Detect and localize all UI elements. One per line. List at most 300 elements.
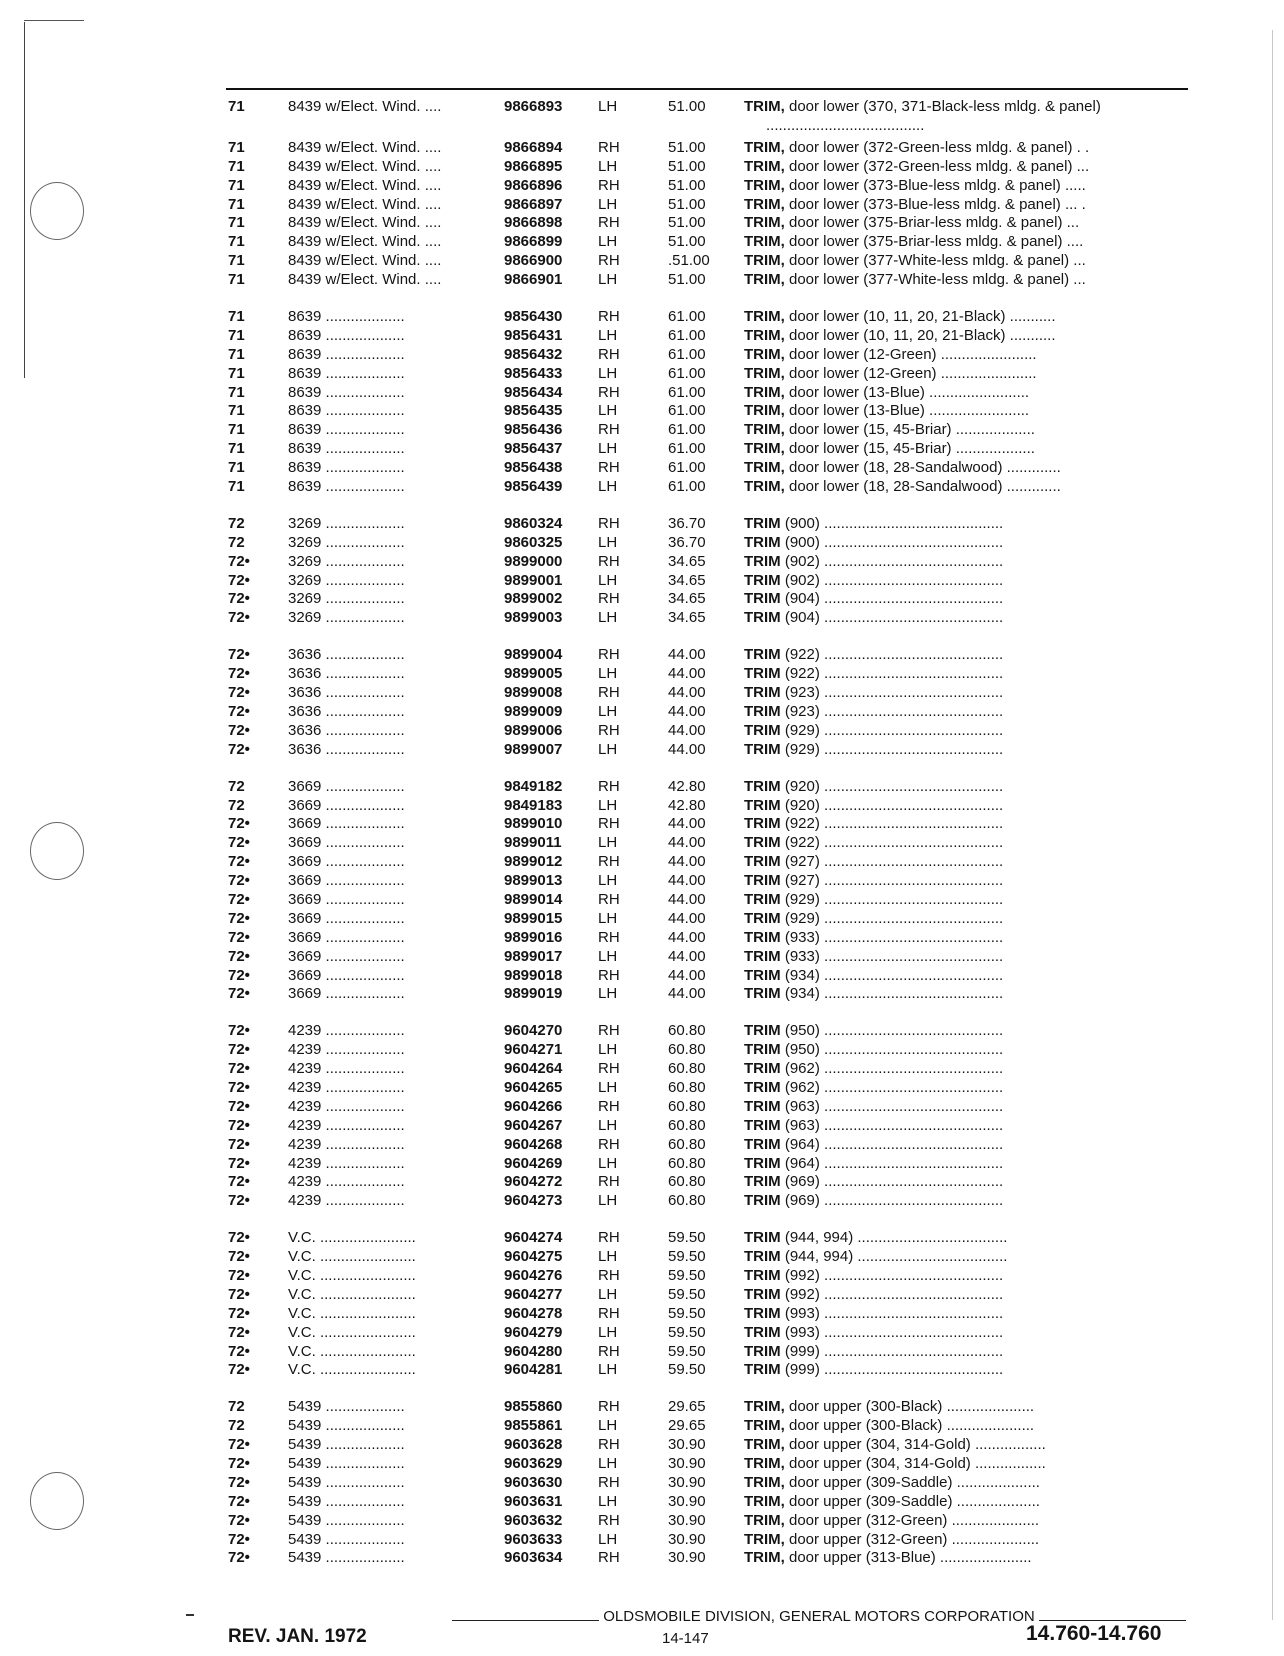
description-text: (927) ........................................... (780, 872, 1004, 890)
side-code: RH (598, 777, 620, 795)
parts-row (0, 778, 1284, 797)
description-keyword: TRIM, (744, 1455, 785, 1472)
description-text: (933) ........................................... (780, 928, 1004, 946)
side-code: RH (598, 684, 620, 702)
side-code: RH (598, 1229, 620, 1247)
list-price: .51.00 (668, 252, 710, 270)
model-year: 71 (228, 214, 245, 232)
list-price: 59.50 (668, 1248, 706, 1266)
description-keyword: TRIM, (744, 421, 785, 439)
parts-row (0, 1155, 1284, 1174)
body-style: 4239 ................... (288, 1022, 405, 1040)
list-price: 61.00 (668, 421, 706, 439)
part-number: 9866898 (504, 214, 563, 232)
model-year: 72• (228, 1511, 250, 1529)
part-number: 9856438 (504, 459, 563, 477)
description-keyword: TRIM (744, 533, 781, 551)
part-number: 9856430 (504, 308, 563, 326)
part-number: 9899016 (504, 928, 563, 946)
model-year: 72• (228, 966, 250, 984)
description-text: (929) ........................................... (780, 740, 1004, 758)
parts-row (0, 158, 1284, 177)
description-keyword: TRIM, (744, 1511, 785, 1529)
part-number: 9899018 (504, 966, 563, 984)
parts-row (0, 1192, 1284, 1211)
body-style: 3669 ................... (288, 966, 405, 984)
model-year: 72• (228, 928, 250, 946)
description-keyword: TRIM (744, 702, 781, 720)
body-style: 5439 ................... (288, 1455, 405, 1472)
page-edge-top (24, 20, 84, 21)
description-keyword: TRIM (744, 1229, 781, 1247)
body-style: V.C. ....................... (288, 1361, 416, 1379)
description-keyword: TRIM, (744, 478, 785, 496)
parts-row (0, 534, 1284, 553)
part-description (744, 1474, 1188, 1493)
side-code: LH (598, 702, 618, 720)
body-style: 3669 ................... (288, 777, 405, 795)
part-description (744, 722, 1188, 741)
body-style: V.C. ....................... (288, 1266, 416, 1284)
body-style: 8639 ................... (288, 383, 405, 401)
description-text: (969) ........................................... (780, 1173, 1004, 1191)
list-price: 61.00 (668, 345, 706, 363)
description-text: door lower (18, 28-Sandalwood) ............. (784, 478, 1061, 496)
part-number: 9856439 (504, 478, 563, 496)
parts-row (0, 1324, 1284, 1343)
description-keyword: TRIM (744, 1248, 781, 1266)
list-price: 44.00 (668, 853, 706, 871)
body-style: 3269 ................... (288, 533, 405, 551)
body-style: V.C. ....................... (288, 1285, 416, 1303)
side-code: LH (598, 98, 618, 115)
description-keyword: TRIM, (744, 1436, 785, 1454)
side-code: LH (598, 402, 618, 420)
part-number: 9603628 (504, 1436, 563, 1454)
parts-row (0, 910, 1284, 929)
side-code: LH (598, 947, 618, 965)
side-code: RH (598, 890, 620, 908)
side-code: RH (598, 1436, 620, 1454)
body-style: 3669 ................... (288, 872, 405, 890)
description-text: (963) ........................................... (780, 1097, 1004, 1115)
model-year: 71 (228, 252, 245, 270)
parts-row (0, 459, 1284, 478)
body-style: 4239 ................... (288, 1135, 405, 1153)
footer-page-number: 14-147 (662, 1630, 709, 1647)
parts-row (0, 177, 1284, 196)
part-number: 9899013 (504, 872, 563, 890)
description-keyword: TRIM (744, 1192, 781, 1210)
description-keyword: TRIM, (744, 195, 785, 213)
description-text: door lower (372-Green-less mldg. & panel) ... (784, 157, 1090, 175)
body-style: 8439 w/Elect. Wind. .... (288, 157, 442, 175)
description-keyword: TRIM (744, 834, 781, 852)
body-style: 8439 w/Elect. Wind. .... (288, 138, 442, 156)
list-price: 44.00 (668, 702, 706, 720)
model-year: 72• (228, 1323, 250, 1341)
parts-list (0, 98, 1284, 1568)
body-style: 8439 w/Elect. Wind. .... (288, 214, 442, 232)
part-description (744, 872, 1188, 891)
list-price: 60.80 (668, 1060, 706, 1078)
description-keyword: TRIM, (744, 402, 785, 420)
parts-row (0, 872, 1284, 891)
list-price: 51.00 (668, 138, 706, 156)
part-description (744, 1248, 1188, 1267)
part-description (744, 703, 1188, 722)
model-year: 72• (228, 721, 250, 739)
part-description (744, 741, 1188, 760)
model-year: 72• (228, 609, 250, 627)
description-text: (962) ........................................... (780, 1060, 1004, 1078)
part-description (744, 815, 1188, 834)
part-description (744, 98, 1188, 117)
description-keyword: TRIM, (744, 1473, 785, 1491)
body-style: 3669 ................... (288, 985, 405, 1003)
side-code: LH (598, 364, 618, 382)
parts-row (0, 1343, 1284, 1362)
body-style: 8639 ................... (288, 364, 405, 382)
description-keyword: TRIM, (744, 1417, 785, 1435)
part-description (744, 271, 1188, 290)
description-text: door upper (304, 314-Gold) ................. (784, 1436, 1046, 1454)
list-price: 60.80 (668, 1116, 706, 1134)
description-text: (993) ........................................... (780, 1323, 1004, 1341)
part-description (744, 1022, 1188, 1041)
description-text: door upper (309-Saddle) .................... (784, 1473, 1040, 1491)
body-style: V.C. ....................... (288, 1229, 416, 1247)
parts-row (0, 1117, 1284, 1136)
description-text: (950) ........................................... (780, 1022, 1004, 1040)
part-description (744, 1324, 1188, 1343)
side-code: LH (598, 440, 618, 458)
description-keyword: TRIM (744, 1154, 781, 1172)
description-keyword: TRIM (744, 985, 781, 1003)
part-number: 9604274 (504, 1229, 563, 1247)
side-code: LH (598, 1041, 618, 1059)
list-price: 60.80 (668, 1022, 706, 1040)
body-style: 5439 ................... (288, 1398, 405, 1416)
list-price: 44.00 (668, 966, 706, 984)
model-year: 71 (228, 308, 245, 326)
description-text: door lower (12-Green) ....................... (784, 364, 1037, 382)
body-style: 4239 ................... (288, 1154, 405, 1172)
model-year: 72• (228, 1266, 250, 1284)
side-code: LH (598, 1323, 618, 1341)
model-year: 71 (228, 138, 245, 156)
list-price: 44.00 (668, 890, 706, 908)
description-text: door upper (300-Black) ..................... (784, 1417, 1035, 1435)
parts-row (0, 233, 1284, 252)
part-number: 9899010 (504, 815, 563, 833)
part-description (744, 684, 1188, 703)
description-text: door upper (304, 314-Gold) ................. (784, 1455, 1046, 1472)
body-style: 8639 ................... (288, 308, 405, 326)
model-year: 72• (228, 1436, 250, 1454)
list-price: 61.00 (668, 478, 706, 496)
list-price: 60.80 (668, 1192, 706, 1210)
part-number: 9604280 (504, 1342, 563, 1360)
part-description (744, 1455, 1188, 1474)
model-year: 72 (228, 514, 245, 532)
parts-row (0, 478, 1284, 497)
list-price: 30.90 (668, 1511, 706, 1529)
side-code: RH (598, 345, 620, 363)
body-style: 3636 ................... (288, 740, 405, 758)
part-description (744, 1305, 1188, 1324)
part-number: 9856434 (504, 383, 563, 401)
part-number: 9604279 (504, 1323, 563, 1341)
list-price: 60.80 (668, 1135, 706, 1153)
part-number: 9604275 (504, 1248, 563, 1266)
part-description (744, 1343, 1188, 1362)
footer-corporation: OLDSMOBILE DIVISION, GENERAL MOTORS CORPORATION (452, 1608, 1186, 1625)
part-description (744, 609, 1188, 628)
parts-row (0, 1455, 1284, 1474)
part-description (744, 384, 1188, 403)
body-style: V.C. ....................... (288, 1342, 416, 1360)
parts-row (0, 1474, 1284, 1493)
part-number: 9866895 (504, 157, 563, 175)
description-continuation: ...................................... (766, 116, 925, 134)
part-number: 9866893 (504, 98, 563, 115)
part-description (744, 214, 1188, 233)
part-description (744, 1493, 1188, 1512)
model-year: 72• (228, 1041, 250, 1059)
part-number: 9856435 (504, 402, 563, 420)
body-style: 3269 ................... (288, 590, 405, 608)
part-number: 9899009 (504, 702, 563, 720)
part-number: 9856436 (504, 421, 563, 439)
body-style: 3269 ................... (288, 514, 405, 532)
parts-row (0, 1248, 1284, 1267)
description-keyword: TRIM (744, 872, 781, 890)
side-code: LH (598, 1078, 618, 1096)
footer-section-code: 14.760-14.760 (1026, 1622, 1162, 1645)
description-text: (922) ........................................... (780, 834, 1004, 852)
part-number: 9604276 (504, 1266, 563, 1284)
side-code: LH (598, 665, 618, 683)
list-price: 61.00 (668, 383, 706, 401)
margin-mark (186, 1614, 194, 1616)
part-number: 9603630 (504, 1473, 563, 1491)
part-number: 9860324 (504, 514, 563, 532)
parts-row (0, 967, 1284, 986)
body-style: 5439 ................... (288, 1530, 405, 1548)
body-style: 8639 ................... (288, 440, 405, 458)
model-year: 72• (228, 571, 250, 589)
description-keyword: TRIM (744, 1323, 781, 1341)
description-text: door upper (312-Green) ..................... (784, 1530, 1040, 1548)
model-year: 71 (228, 345, 245, 363)
part-description (744, 421, 1188, 440)
model-year: 71 (228, 478, 245, 496)
description-keyword: TRIM (744, 740, 781, 758)
model-year: 71 (228, 195, 245, 213)
part-number: 9855861 (504, 1417, 563, 1435)
description-keyword: TRIM (744, 777, 781, 795)
body-style: V.C. ....................... (288, 1323, 416, 1341)
side-code: LH (598, 1417, 618, 1435)
model-year: 72• (228, 1342, 250, 1360)
side-code: RH (598, 1398, 620, 1416)
description-keyword: TRIM, (744, 157, 785, 175)
side-code: RH (598, 383, 620, 401)
body-style: 3636 ................... (288, 721, 405, 739)
part-number: 9866901 (504, 271, 563, 289)
parts-row (0, 1098, 1284, 1117)
model-year: 72 (228, 533, 245, 551)
description-keyword: TRIM, (744, 138, 785, 156)
part-number: 9603634 (504, 1549, 563, 1567)
part-description (744, 1155, 1188, 1174)
part-number: 9849183 (504, 796, 563, 814)
description-keyword: TRIM (744, 552, 781, 570)
description-keyword: TRIM (744, 1116, 781, 1134)
description-text: (964) ........................................... (780, 1135, 1004, 1153)
parts-row (0, 1398, 1284, 1417)
description-keyword: TRIM (744, 1022, 781, 1040)
model-year: 72• (228, 1455, 250, 1472)
list-price: 59.50 (668, 1361, 706, 1379)
part-number: 9899017 (504, 947, 563, 965)
model-year: 72• (228, 890, 250, 908)
model-year: 71 (228, 233, 245, 251)
parts-row (0, 985, 1284, 1004)
description-keyword: TRIM (744, 1060, 781, 1078)
side-code: RH (598, 421, 620, 439)
group-spacer (0, 760, 1284, 778)
description-text: (923) ........................................... (780, 684, 1004, 702)
description-text: door upper (312-Green) ..................... (784, 1511, 1040, 1529)
group-spacer (0, 1004, 1284, 1022)
part-description (744, 139, 1188, 158)
list-price: 44.00 (668, 928, 706, 946)
description-keyword: TRIM (744, 928, 781, 946)
parts-row (0, 421, 1284, 440)
part-number: 9856431 (504, 326, 563, 344)
part-description (744, 834, 1188, 853)
parts-row (0, 797, 1284, 816)
footer-revision: REV. JAN. 1972 (228, 1626, 367, 1647)
description-text: door lower (377-White-less mldg. & panel) ... (784, 271, 1086, 289)
body-style: 3269 ................... (288, 552, 405, 570)
model-year: 72 (228, 1417, 245, 1435)
list-price: 61.00 (668, 364, 706, 382)
body-style: 3669 ................... (288, 853, 405, 871)
side-code: LH (598, 271, 618, 289)
body-style: 4239 ................... (288, 1078, 405, 1096)
part-description (744, 910, 1188, 929)
part-description (744, 196, 1188, 215)
description-text: (992) ........................................... (780, 1285, 1004, 1303)
body-style: 5439 ................... (288, 1549, 405, 1567)
body-style: 4239 ................... (288, 1173, 405, 1191)
part-description (744, 440, 1188, 459)
description-text: (922) ........................................... (780, 646, 1004, 664)
part-description (744, 1398, 1188, 1417)
group-spacer (0, 497, 1284, 515)
model-year: 72• (228, 1248, 250, 1266)
body-style: 3636 ................... (288, 646, 405, 664)
list-price: 34.65 (668, 590, 706, 608)
model-year: 72• (228, 1549, 250, 1567)
description-text: (929) ........................................... (780, 890, 1004, 908)
parts-row (0, 815, 1284, 834)
parts-row (0, 346, 1284, 365)
body-style: 3669 ................... (288, 834, 405, 852)
list-price: 34.65 (668, 571, 706, 589)
part-description (744, 553, 1188, 572)
description-keyword: TRIM (744, 815, 781, 833)
part-description (744, 158, 1188, 177)
parts-row (0, 139, 1284, 158)
part-description (744, 929, 1188, 948)
side-code: RH (598, 514, 620, 532)
part-description (744, 590, 1188, 609)
list-price: 59.50 (668, 1229, 706, 1247)
side-code: LH (598, 1285, 618, 1303)
parts-row (0, 646, 1284, 665)
part-description (744, 1098, 1188, 1117)
side-code: LH (598, 796, 618, 814)
list-price: 60.80 (668, 1154, 706, 1172)
body-style: 3636 ................... (288, 702, 405, 720)
side-code: RH (598, 252, 620, 270)
body-style: 8439 w/Elect. Wind. .... (288, 98, 442, 115)
body-style: 3669 ................... (288, 890, 405, 908)
model-year: 72• (228, 985, 250, 1003)
parts-row (0, 1549, 1284, 1568)
parts-row (0, 1305, 1284, 1324)
list-price: 44.00 (668, 909, 706, 927)
part-description (744, 515, 1188, 534)
description-text: (929) ........................................... (780, 721, 1004, 739)
description-keyword: TRIM, (744, 1492, 785, 1510)
list-price: 61.00 (668, 402, 706, 420)
description-keyword: TRIM (744, 1361, 781, 1379)
body-style: 3669 ................... (288, 815, 405, 833)
body-style: 4239 ................... (288, 1192, 405, 1210)
description-text: door lower (372-Green-less mldg. & panel) . . (784, 138, 1090, 156)
part-description (744, 572, 1188, 591)
group-spacer (0, 628, 1284, 646)
list-price: 61.00 (668, 326, 706, 344)
model-year: 71 (228, 440, 245, 458)
side-code: RH (598, 928, 620, 946)
part-number: 9603631 (504, 1492, 563, 1510)
side-code: RH (598, 176, 620, 194)
description-text: door lower (13-Blue) ........................ (784, 402, 1030, 420)
body-style: 8639 ................... (288, 402, 405, 420)
part-number: 9604269 (504, 1154, 563, 1172)
model-year: 72• (228, 947, 250, 965)
description-text: door lower (10, 11, 20, 21-Black) ........... (784, 326, 1056, 344)
description-text: (904) ........................................... (780, 609, 1004, 627)
part-number: 9860325 (504, 533, 563, 551)
part-number: 9899008 (504, 684, 563, 702)
description-keyword: TRIM (744, 1078, 781, 1096)
part-description (744, 1267, 1188, 1286)
list-price: 60.80 (668, 1041, 706, 1059)
description-text: door lower (18, 28-Sandalwood) ............. (784, 459, 1061, 477)
body-style: 3669 ................... (288, 928, 405, 946)
description-text: door lower (12-Green) ....................... (784, 345, 1037, 363)
model-year: 72• (228, 1022, 250, 1040)
parts-row (0, 665, 1284, 684)
description-text: (993) ........................................... (780, 1304, 1004, 1322)
